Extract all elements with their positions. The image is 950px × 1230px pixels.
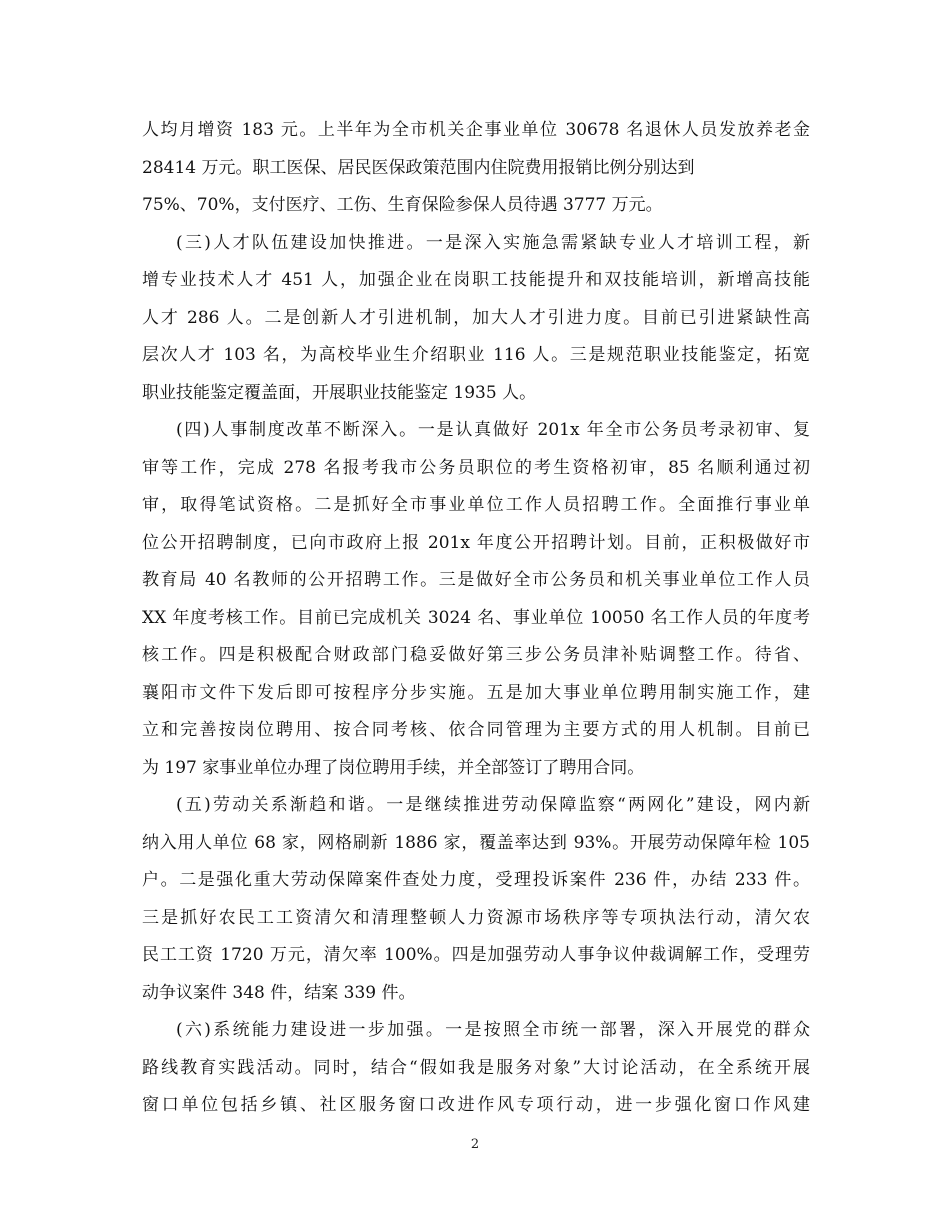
text-line: 户。二是强化重大劳动保障案件查处力度，受理投诉案件 236 件，办结 233 件。 [142,870,810,890]
text-line: 28414 万元。职工医保、居民医保政策范围内住院费用报销比例分别达到 [142,157,695,178]
section-heading-line: (六)系统能力建设进一步加强。一是按照全市统一部署，深入开展党的群众 [176,1020,810,1040]
text-line: 立和完善按岗位聘用、按合同考核、依合同管理为主要方式的用人机制。目前已 [142,720,810,740]
text-line: 审，取得笔试资格。二是抓好全市事业单位工作人员招聘工作。全面推行事业单 [142,495,810,515]
text-line: 位公开招聘制度，已向市政府上报 201x 年度公开招聘计划。目前，正积极做好市 [142,532,810,553]
section-heading-line: (三)人才队伍建设加快推进。一是深入实施急需紧缺专业人才培训工程，新 [176,232,810,253]
text-line: 增专业技术人才 451 人，加强企业在岗职工技能提升和双技能培训，新增高技能 [142,270,810,290]
text-line: 窗口单位包括乡镇、社区服务窗口改进作风专项行动，进一步强化窗口作风建 [142,1095,810,1115]
text-line: 教育局 40 名教师的公开招聘工作。三是做好全市公务员和机关事业单位工作人员 [142,570,810,590]
text-line: 三是抓好农民工工资清欠和清理整顿人力资源市场秩序等专项执法行动，清欠农 [142,907,810,928]
text-line: 人均月增资 183 元。上半年为全市机关企事业单位 30678 名退休人员发放养老金 [142,120,810,140]
text-line: 75%、70%，支付医疗、工伤、生育保险参保人员待遇 3777 万元。 [142,195,663,215]
text-line: 核工作。四是积极配合财政部门稳妥做好第三步公务员津补贴调整工作。待省、 [142,645,810,665]
document-body [142,112,810,1125]
text-line: 为 197 家事业单位办理了岗位聘用手续，并全部签订了聘用合同。 [142,757,645,778]
text-line: 审等工作，完成 278 名报考我市公务员职位的考生资格初审，85 名顺利通过初 [142,457,810,478]
page-number: 2 [470,1137,480,1152]
text-line: 路线教育实践活动。同时，结合“假如我是服务对象”大讨论活动，在全系统开展 [142,1057,810,1078]
section-heading-line: (五)劳动关系渐趋和谐。一是继续推进劳动保障监察“两网化”建设，网内新 [176,795,810,815]
text-line: 纳入用人单位 68 家，网格刷新 1886 家，覆盖率达到 93%。开展劳动保障年检 105 [142,832,810,853]
text-line: 人才 286 人。二是创新人才引进机制，加大人才引进力度。目前已引进紧缺性高 [142,307,810,328]
text-line: 层次人才 103 名，为高校毕业生介绍职业 116 人。三是规范职业技能鉴定，拓宽 [142,345,810,365]
text-line: 民工工资 1720 万元，清欠率 100%。四是加强劳动人事争议仲裁调解工作，受理劳 [142,945,810,965]
section-heading-line: (四)人事制度改革不断深入。一是认真做好 201x 年全市公务员考录初审、复 [176,420,810,440]
text-line: 职业技能鉴定覆盖面，开展职业技能鉴定 1935 人。 [142,382,537,403]
text-line: 襄阳市文件下发后即可按程序分步实施。五是加大事业单位聘用制实施工作，建 [142,682,810,703]
text-line: XX 年度考核工作。目前已完成机关 3024 名、事业单位 10050 名工作人员的年度考 [142,607,810,628]
text-line: 动争议案件 348 件，结案 339 件。 [142,982,416,1003]
